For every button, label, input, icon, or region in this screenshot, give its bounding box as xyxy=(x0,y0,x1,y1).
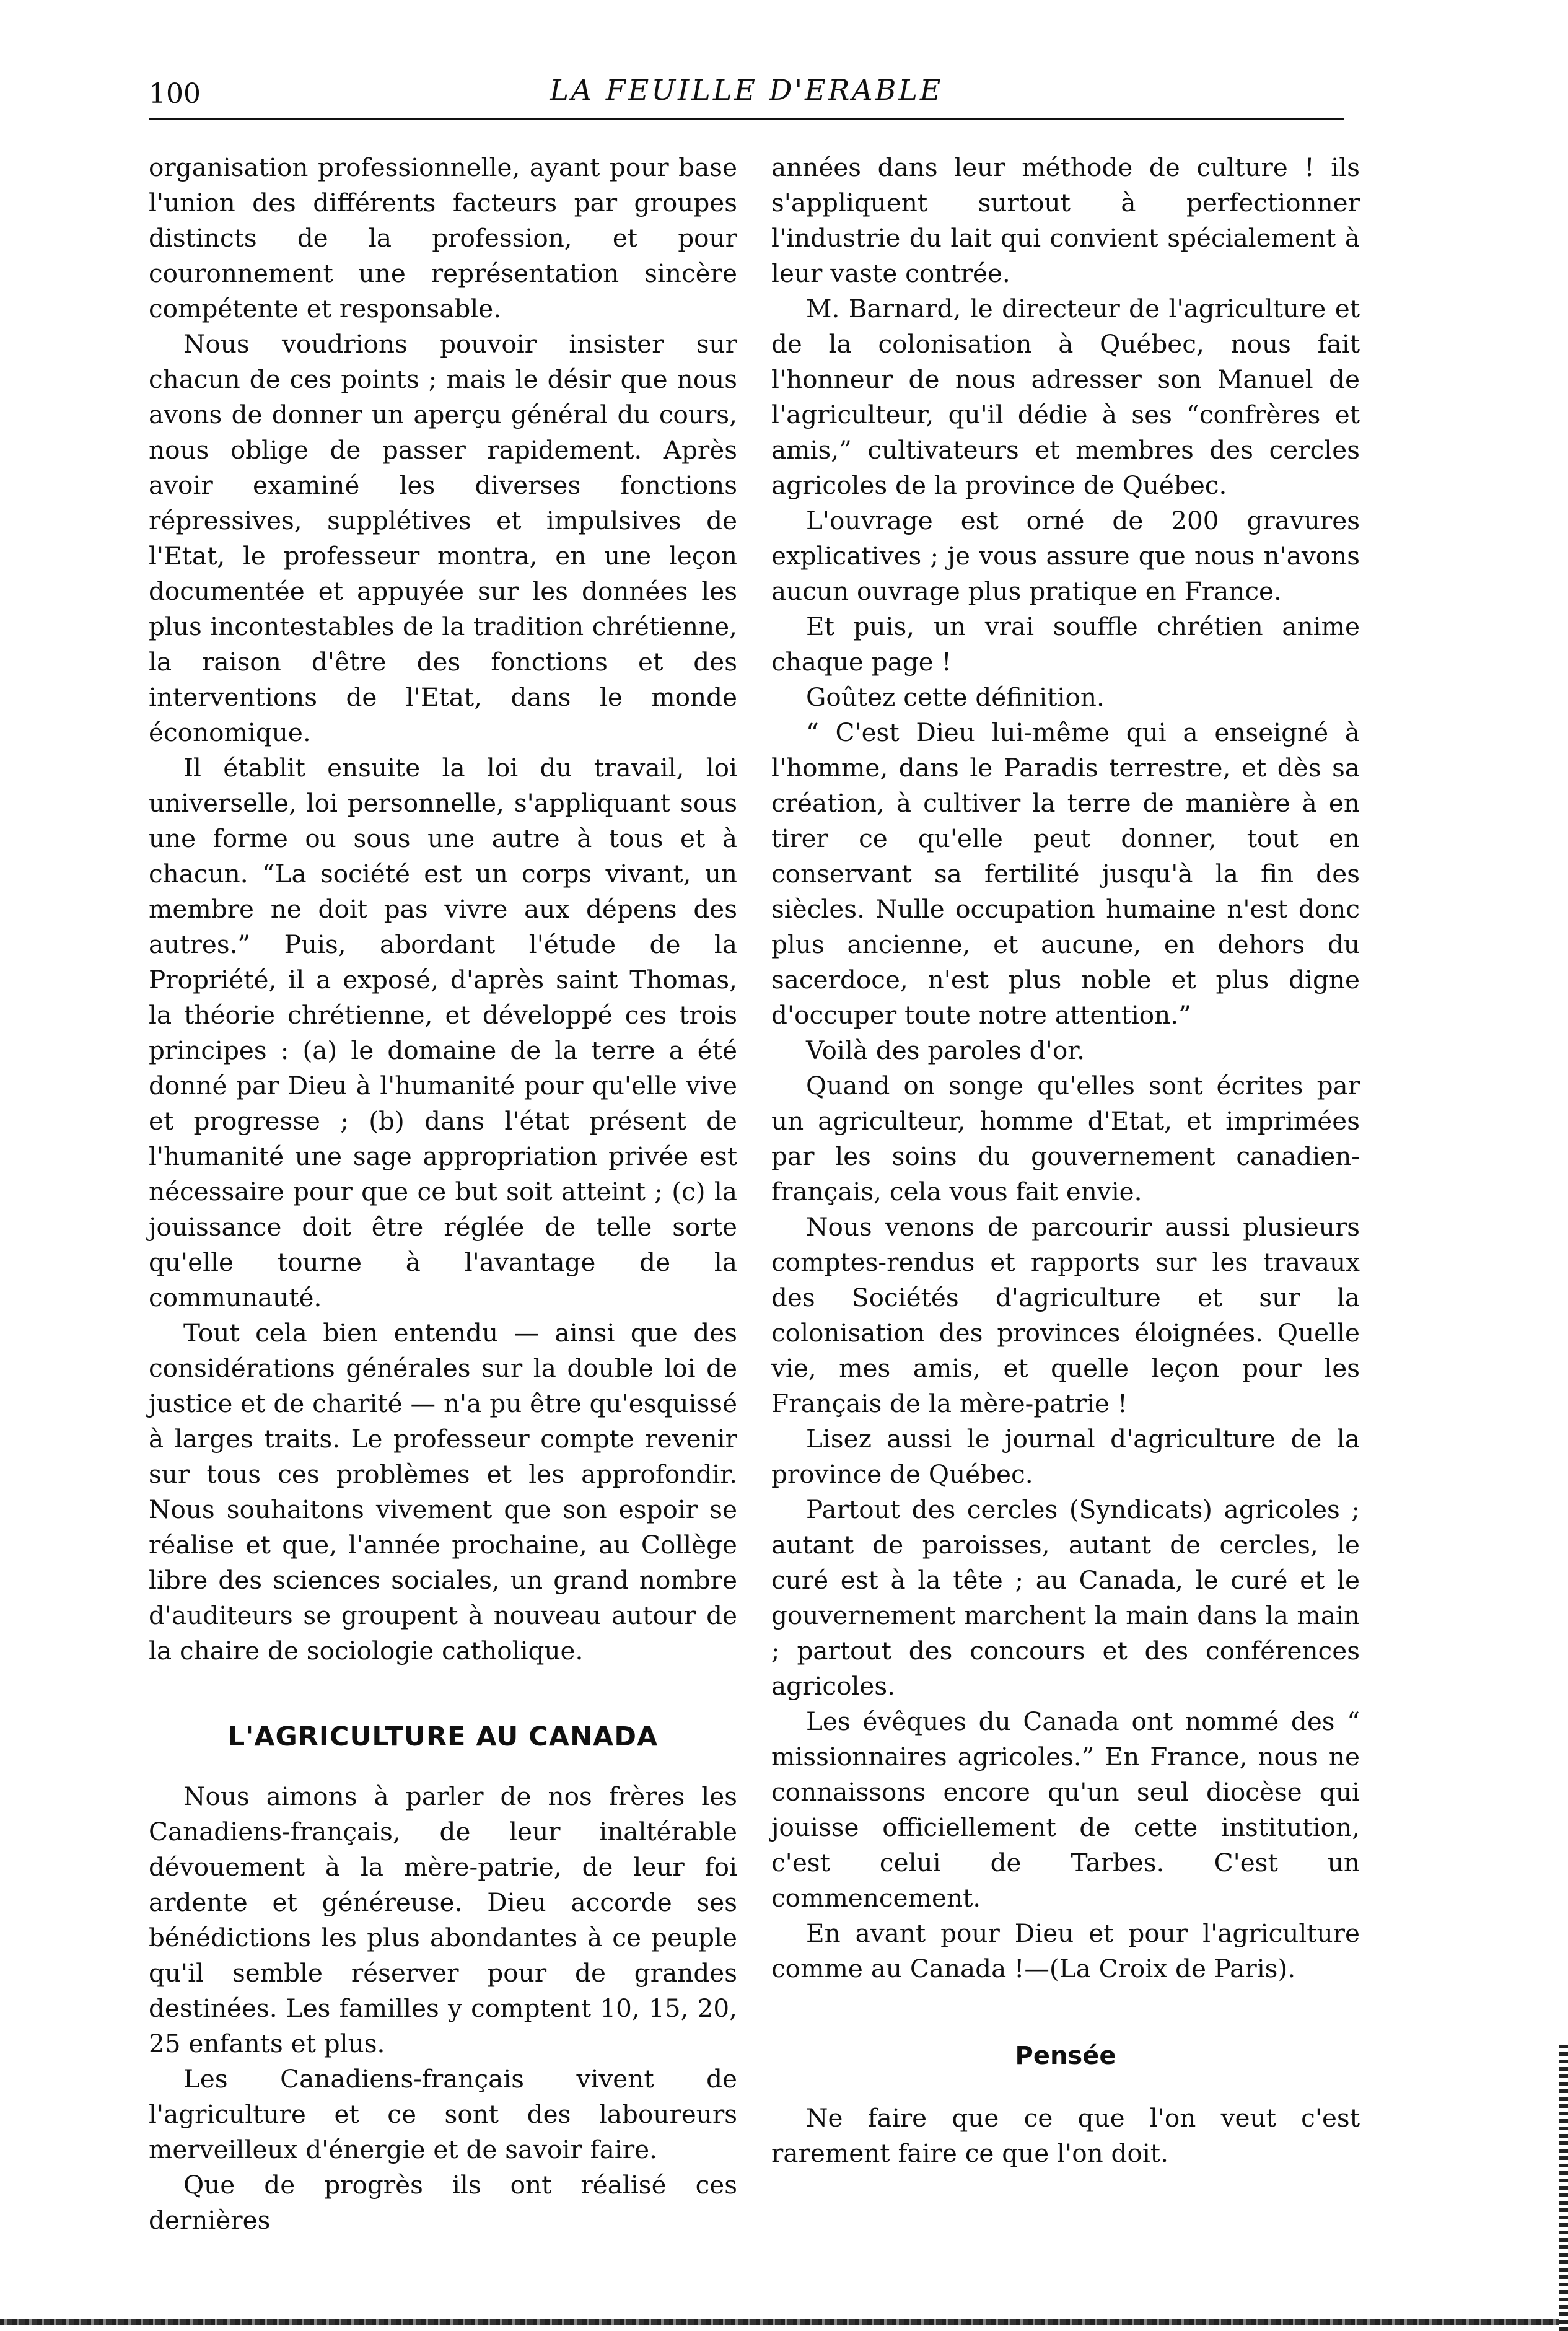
pensee-heading: Pensée xyxy=(1015,2042,1116,2070)
paragraph: En avant pour Dieu et pour l'agriculture comme au Canada !—(La Croix de Paris). xyxy=(771,1918,1360,1983)
page-bottom-edge xyxy=(0,2319,1568,2325)
paragraph: Les évêques du Canada ont nommé des “ missionnaires agricoles.” En France, nous ne connaissons encore qu'un seul diocèse qui jouisse officiellement de cette institution, c'est celui de Tarbes. C'est un commencement. xyxy=(771,1706,1360,1913)
paragraph: Il établit ensuite la loi du travail, loi universelle, loi personnelle, s'appliquant sous une forme ou sous une autre à tous et à chacun. “La société est un corps vivant, un membre ne doit pas vivre aux dépens des autres.” Puis, abordant l'étude de la Propriété, il a exposé, d'après saint Thomas, la théorie chrétienne, et développé ces trois principes : (a) le domaine de la terre a été donné par Dieu à l'humanité pour qu'elle vive et progresse ; (b) dans l'état présent de l'humanité une sage appropriation privée est nécessaire pour que ce but soit atteint ; (c) la jouissance doit être réglée de telle sorte qu'elle tourne à l'avantage de la communauté. xyxy=(149,753,737,1312)
page-header xyxy=(149,73,1344,120)
running-title: LA FEUILLE D'ERABLE xyxy=(550,73,944,107)
paragraph: Voilà des paroles d'or. xyxy=(806,1035,1085,1065)
paragraph: Lisez aussi le journal d'agriculture de la province de Québec. xyxy=(771,1424,1360,1489)
paragraph: Nous venons de parcourir aussi plusieurs comptes-rendus et rapports sur les travaux des Sociétés d'agriculture et sur la colonisation des provinces éloignées. Quelle vie, mes amis, et quelle leçon pour les Français de la mère-patrie ! xyxy=(771,1212,1360,1418)
pensee-text: Ne faire que ce que l'on veut c'est rarement faire ce que l'on doit. xyxy=(771,2103,1360,2168)
section-heading: L'AGRICULTURE AU CANADA xyxy=(227,1721,659,1752)
paragraph: Quand on songe qu'elles sont écrites par un agriculteur, homme d'Etat, et imprimées par les soins du gouvernement canadien-français, cela vous fait envie. xyxy=(771,1071,1360,1206)
paragraph: Tout cela bien entendu — ainsi que des considérations générales sur la double loi de justice et de charité — n'a pu être qu'esquissé à larges traits. Le professeur compte revenir sur tous ces problèmes et les approfondir. Nous souhaitons vivement que son espoir se réalise et que, l'année prochaine, au Collège libre des sciences sociales, un grand nombre d'auditeurs se groupent à nouveau autour de la chaire de sociologie catholique. xyxy=(149,1318,737,1666)
paragraph: L'ouvrage est orné de 200 gravures explicatives ; je vous assure que nous n'avons aucun ouvrage plus pratique en France. xyxy=(771,506,1360,606)
paragraph: années dans leur méthode de culture ! ils s'appliquent surtout à perfectionner l'industrie du lait qui convient spécialement à leur vaste contrée. xyxy=(771,152,1360,288)
paragraph: Nous voudrions pouvoir insister sur chacun de ces points ; mais le désir que nous avons de donner un aperçu général du cours, nous oblige de passer rapidement. Après avoir examiné les diverses fonctions répressives, supplétives et impulsives de l'Etat, le professeur montra, en une leçon documentée et appuyée sur les données les plus incontestables de la tradition chrétienne, la raison d'être des fonctions et des interventions de l'Etat, dans le monde économique. xyxy=(149,329,737,747)
quotation: “ C'est Dieu lui-même qui a enseigné à l'homme, dans le Paradis terrestre, et dès sa création, à cultiver la terre de manière à en tirer ce qu'elle peut donner, tout en conservant sa fertilité jusqu'à la fin des siècles. Nulle occupation humaine n'est donc plus ancienne, et aucune, en dehors du sacerdoce, n'est plus noble et plus digne d'occuper toute notre attention.” xyxy=(771,718,1360,1030)
paragraph: organisation professionnelle, ayant pour base l'union des différents facteurs par groupes distincts de la profession, et pour couronnement une représentation sincère compétente et responsable. xyxy=(149,152,737,323)
paragraph: Partout des cercles (Syndicats) agricoles ; autant de paroisses, autant de cercles, le curé est à la tête ; au Canada, le curé et le gouvernement marchent la main dans la main ; partout des concours et des conférences agricoles. xyxy=(771,1495,1360,1701)
paragraph: Nous aimons à parler de nos frères les Canadiens-français, de leur inaltérable dévouement à la mère-patrie, de leur foi ardente et généreuse. Dieu accorde ses bénédictions les plus abondantes à ce peuple qu'il semble réserver pour de grandes destinées. Les familles y comptent 10, 15, 20, 25 enfants et plus. xyxy=(149,1781,737,2058)
page-right-edge xyxy=(1559,2045,1568,2331)
right-column xyxy=(771,150,1360,2171)
paragraph: Et puis, un vrai souffle chrétien anime chaque page ! xyxy=(771,612,1360,677)
paragraph: Goûtez cette définition. xyxy=(806,682,1105,712)
left-column xyxy=(149,150,737,2238)
paragraph: M. Barnard, le directeur de l'agriculture et de la colonisation à Québec, nous fait l'honneur de nous adresser son Manuel de l'agriculteur, qu'il dédie à ses “confrères et amis,” cultivateurs et membres des cercles agricoles de la province de Québec. xyxy=(771,294,1360,500)
page-number: 100 xyxy=(149,78,201,110)
paragraph: Que de progrès ils ont réalisé ces dernières xyxy=(149,2170,737,2235)
paragraph: Les Canadiens-français vivent de l'agriculture et ce sont des laboureurs merveilleux d'énergie et de savoir faire. xyxy=(149,2064,737,2164)
